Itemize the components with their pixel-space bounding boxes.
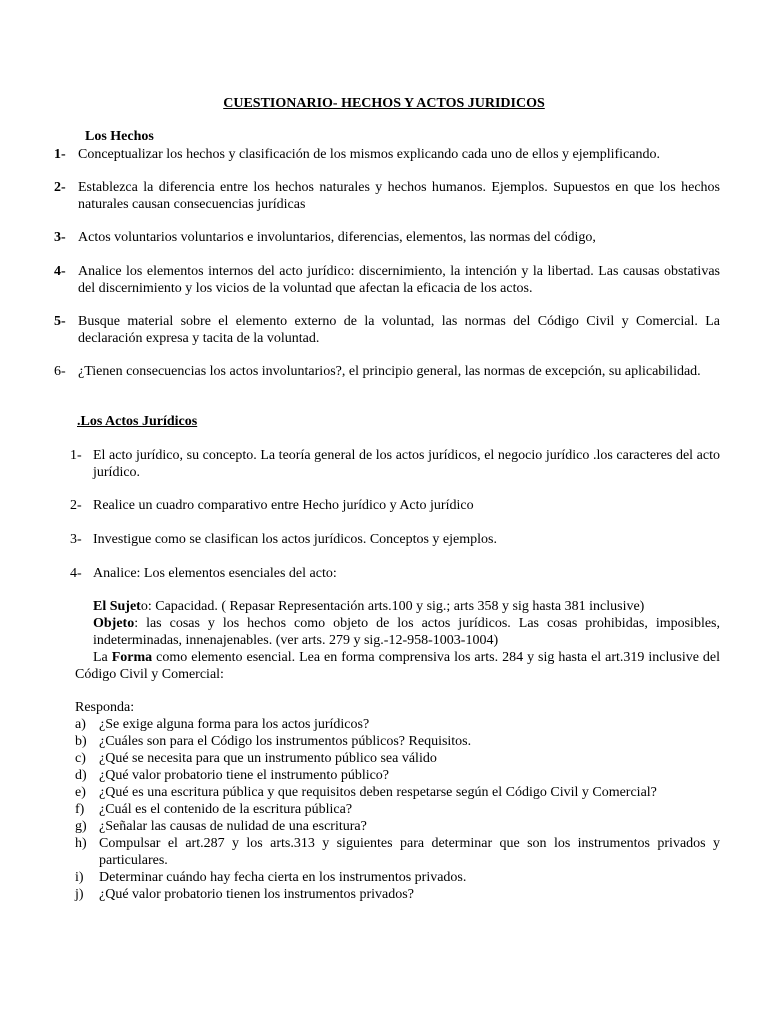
responda-item-i <box>75 869 720 886</box>
forma-text: como elemento esencial. Lea en forma comprensiva los arts. 284 y sig hasta el art.319 inclusive del Código Civil y Comercial: <box>75 650 721 682</box>
item-text: ¿Qué valor probatorio tiene el instrumento público? <box>99 768 390 783</box>
hechos-item-4 <box>54 263 720 297</box>
item-text: ¿Cuál es el contenido de la escritura pública? <box>99 802 353 817</box>
hechos-item-1 <box>54 146 720 163</box>
item-text: Determinar cuándo hay fecha cierta en los instrumentos privados. <box>99 870 467 885</box>
responda-item-j <box>75 886 720 903</box>
item-number: 1- <box>70 448 82 463</box>
elemento-forma <box>75 649 720 683</box>
hechos-item-2 <box>54 179 720 213</box>
item-text: ¿Cuáles son para el Código los instrumentos públicos? Requisitos. <box>99 734 472 749</box>
actos-item-2 <box>70 497 720 514</box>
actos-item-4 <box>70 565 720 582</box>
section-heading-actos: .Los Actos Jurídicos <box>77 414 198 429</box>
item-number: 3- <box>70 532 82 547</box>
responda-item-e <box>75 784 720 801</box>
responda-item-b <box>75 733 720 750</box>
item-text: El acto jurídico, su concepto. La teoría general de los actos jurídicos, el negocio jurídico .los caracteres del acto jurídico. <box>93 448 720 480</box>
objeto-label: Objeto <box>93 616 135 631</box>
actos-item-1 <box>70 447 720 481</box>
item-text: Actos voluntarios voluntarios e involuntarios, diferencias, elementos, las normas del código, <box>78 230 596 245</box>
item-text: Compulsar el art.287 y los arts.313 y siguientes para determinar que son los instrumentos privados y particulares. <box>99 836 720 868</box>
responda-list <box>75 699 720 903</box>
item-number: 4- <box>70 566 82 581</box>
item-letter: h) <box>75 836 87 851</box>
sujeto-text: o: Capacidad. ( Repasar Representación arts.100 y sig.; arts 358 y sig hasta 381 inclusive) <box>140 599 645 614</box>
elemento-objeto <box>93 615 720 649</box>
responda-item-g <box>75 818 720 835</box>
hechos-item-3 <box>54 229 720 246</box>
item-letter: e) <box>75 785 86 800</box>
item-letter: g) <box>75 819 87 834</box>
responda-item-d <box>75 767 720 784</box>
forma-label: Forma <box>111 650 153 665</box>
actos-item-3 <box>70 531 720 548</box>
section-heading-hechos: Los Hechos <box>85 129 154 144</box>
item-text: Analice los elementos internos del acto jurídico: discernimiento, la intención y la libertad. Las causas obstativas del discernimiento y los vicios de la voluntad que afectan la eficacia de los actos. <box>78 264 720 296</box>
item-text: ¿Qué es una escritura pública y que requisitos deben respetarse según el Código Civil y Comercial? <box>99 785 657 800</box>
item-number: 5- <box>54 314 66 329</box>
item-number: 4- <box>54 264 66 279</box>
responda-label: Responda: <box>75 700 135 715</box>
document-title: CUESTIONARIO- HECHOS Y ACTOS JURIDICOS <box>223 96 545 111</box>
item-text: Conceptualizar los hechos y clasificación de los mismos explicando cada uno de ellos y ejemplificando. <box>78 147 660 162</box>
responda-item-c <box>75 750 720 767</box>
responda-item-h <box>75 835 720 869</box>
objeto-text: : las cosas y los hechos como objeto de los actos jurídicos. Las cosas prohibidas, imposibles, indeterminadas, innenajenables. (ver arts. 279 y sig.-12-958-1003-1004) <box>93 616 720 648</box>
item-letter: f) <box>75 802 85 817</box>
item-text: ¿Señalar las causas de nulidad de una escritura? <box>99 819 367 834</box>
item-number: 6- <box>54 364 66 379</box>
forma-prefix: La <box>93 650 112 665</box>
item-text: ¿Se exige alguna forma para los actos jurídicos? <box>99 717 370 732</box>
item-text: Investigue como se clasifican los actos jurídicos. Conceptos y ejemplos. <box>93 532 497 547</box>
item-letter: j) <box>75 887 84 902</box>
item-text: ¿Qué valor probatorio tienen los instrumentos privados? <box>99 887 414 902</box>
item-letter: d) <box>75 768 87 783</box>
item-letter: a) <box>75 717 86 732</box>
item-letter: b) <box>75 734 87 749</box>
item-number: 3- <box>54 230 66 245</box>
item-text: Busque material sobre el elemento externo de la voluntad, las normas del Código Civil y Comercial. La declaración expresa y tacita de la voluntad. <box>78 314 720 346</box>
hechos-item-5 <box>54 313 720 347</box>
item-number: 1- <box>54 147 66 162</box>
item-number: 2- <box>54 180 66 195</box>
responda-item-f <box>75 801 720 818</box>
item-text: Establezca la diferencia entre los hechos naturales y hechos humanos. Ejemplos. Supuestos en que los hechos naturales causan consecuencias jurídicas <box>78 180 720 212</box>
hechos-item-6 <box>54 363 720 380</box>
item-letter: i) <box>75 870 84 885</box>
item-number: 2- <box>70 498 82 513</box>
responda-item-a <box>75 716 720 733</box>
sujeto-label: El Sujet <box>93 599 141 614</box>
item-text: ¿Tienen consecuencias los actos involuntarios?, el principio general, las normas de excepción, su aplicabilidad. <box>78 364 701 379</box>
item-text: Analice: Los elementos esenciales del acto: <box>93 566 337 581</box>
item-letter: c) <box>75 751 86 766</box>
elemento-sujeto <box>93 598 720 615</box>
item-text: Realice un cuadro comparativo entre Hecho jurídico y Acto jurídico <box>93 498 474 513</box>
item-text: ¿Qué se necesita para que un instrumento público sea válido <box>99 751 437 766</box>
